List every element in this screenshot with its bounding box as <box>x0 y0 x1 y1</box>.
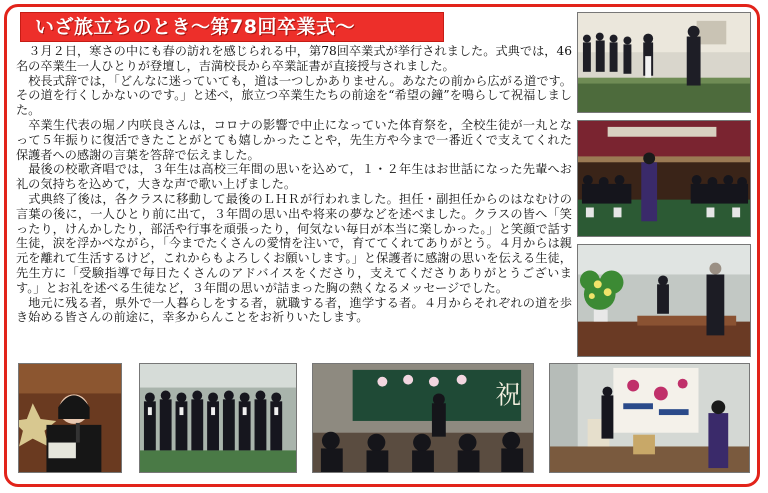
photo-student-speaker <box>18 363 122 473</box>
paragraph-2: 校長式辞では，「どんなに迷っていても，道は一つしかありません。あなたの前から広がる道です。その道を行くしかないのです。」と述べ，旅立つ卒業生たちの前途を“希望の鐘”を鳴らして祝福しました。 <box>16 73 572 118</box>
article-body <box>16 44 572 348</box>
photo-teacher-message <box>549 363 750 473</box>
paragraph-1: ３月２日，寒さの中にも春の訪れを感じられる中，第78回卒業式が挙行されました。式典では，46名の卒業生一人ひとりが登壇し，吉満校長から卒業証書が直接授与されました。 <box>16 44 572 73</box>
photo-flowers-speech <box>577 244 751 357</box>
photo-diploma-ceremony <box>577 120 751 237</box>
paragraph-4: 最後の校歌斉唱では，３年生は高校三年間の思いを込めて，１・２年生はお世話になった先輩へお礼の気持ちを込めて，大きな声で歌い上げました。 <box>16 162 572 192</box>
paragraph-3: 卒業生代表の堀ノ内咲良さんは，コロナの影響で中止になっていた体育祭を，全校生徒が一丸となって５年振りに復活できたことがとても嬉しかったことや，先生方や今まで一番近くで支えてくれた保護者への感謝の言葉を答辞で伝えました。 <box>16 117 572 162</box>
photo-singing-students <box>139 363 297 473</box>
photo-walking-to-stage <box>577 12 751 113</box>
photo-classroom-lhr <box>312 363 534 473</box>
page-title: いざ旅立ちのとき～第78回卒業式～ <box>20 12 444 42</box>
paragraph-6: 地元に残る者，県外で一人暮らしをする者，就職する者，進学する者。４月からそれぞれの道を歩き始める皆さんの前途に，幸多からんことをお祈りいたします。 <box>16 295 572 325</box>
paragraph-5: 式典終了後は，各クラスに移動して最後のＬＨＲが行われました。担任・副担任からのはなむけの言葉の後に，一人ひとり前に出て，３年間の思い出や将来の夢などを述べました。クラスの皆へ「笑ったり，けんかしたり，部活や行事を頑張ったり，何気ない毎日が本当に楽しかった。」と笑顔で話す生徒，涙を浮かべながら，「今までたくさんの愛情を注いで，育ててくれてありがとう。４月からは親元を離れて生活するけど，これからもよろしくお願いします。」と保護者に感謝の思いを伝える生徒，先生方に「受験指導で毎日たくさんのアドバイスをくださり，支えてくださりありがとうございます。」とお礼を述べる生徒など，３年間の思いが詰まった胸の熱くなるメッセージでした。 <box>16 191 572 295</box>
blackboard-celebration-text: 祝 <box>495 380 522 411</box>
